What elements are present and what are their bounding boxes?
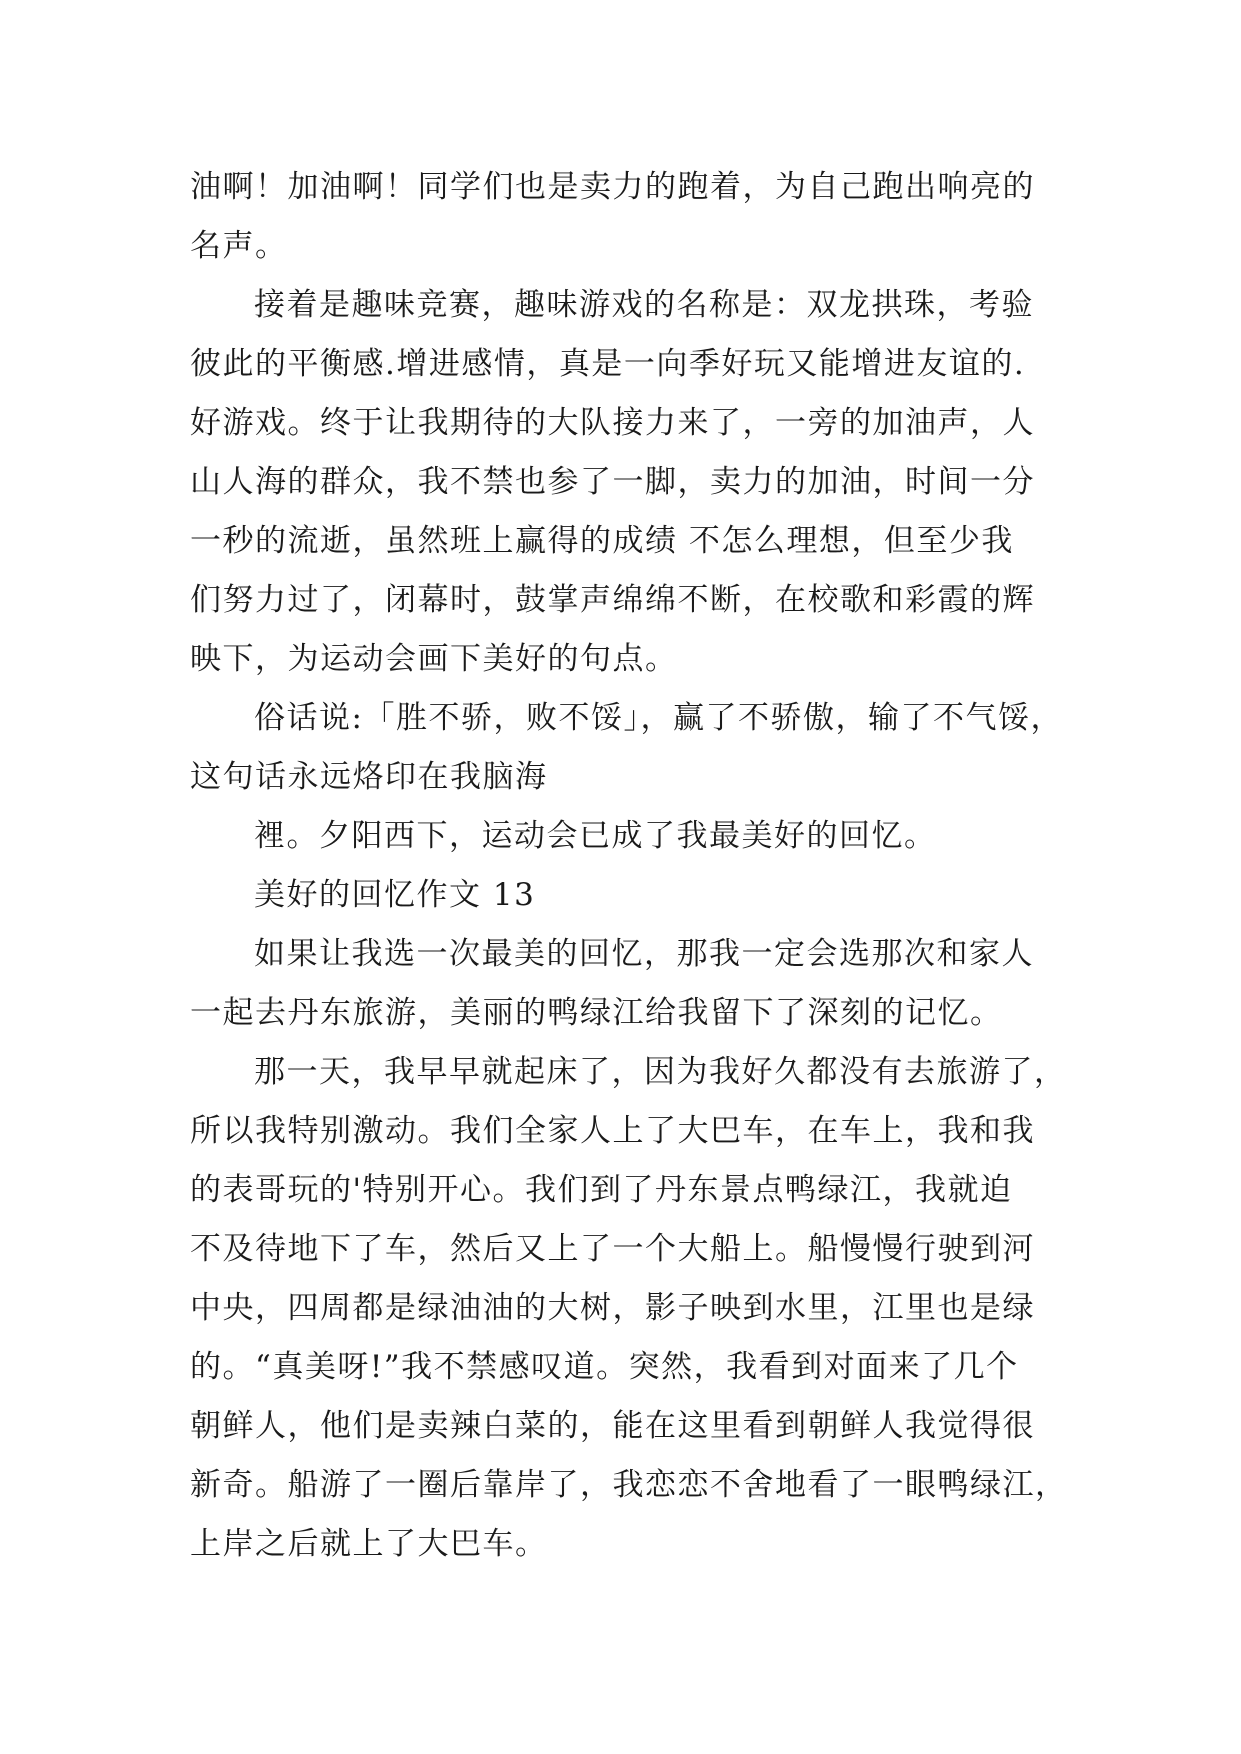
text-line: 上岸之后就上了大巴车。	[190, 1526, 548, 1562]
text-line: 彼此的平衡感.增进感情，真是一向季好玩又能增进友谊的.	[190, 346, 1026, 382]
text-line: 山人海的群众，我不禁也参了一脚，卖力的加油，时间一分	[190, 464, 1035, 500]
text-line: 好游戏。终于让我期待的大队接力来了，一旁的加油声，人	[190, 405, 1035, 441]
paragraph-start-line: 如果让我选一次最美的回忆，那我一定会选那次和家人	[254, 936, 1034, 972]
text-line: 所以我特别激动。我们全家人上了大巴车，在车上，我和我	[190, 1113, 1035, 1149]
text-line: 的表哥玩的'特别开心。我们到了丹东景点鸭绿江，我就迫	[190, 1172, 1013, 1208]
text-line: 新奇。船游了一圈后靠岸了，我恋恋不舍地看了一眼鸭绿江，	[190, 1467, 1068, 1503]
text-line: 的。“真美呀!”我不禁感叹道。突然，我看到对面来了几个	[190, 1349, 1019, 1385]
text-line: 中央，四周都是绿油油的大树，影子映到水里，江里也是绿	[190, 1290, 1035, 1326]
text-line: 不及待地下了车，然后又上了一个大船上。船慢慢行驶到河	[190, 1231, 1035, 1267]
essay-body	[190, 158, 1070, 1574]
text-line: 一起去丹东旅游，美丽的鸭绿江给我留下了深刻的记忆。	[190, 995, 1003, 1031]
text-line: 映下，为运动会画下美好的句点。	[190, 641, 678, 677]
paragraph-start-line: 裡。夕阳西下，运动会已成了我最美好的回忆。	[254, 818, 937, 854]
text-line: 这句话永远烙印在我脑海	[190, 759, 548, 795]
text-line: 朝鲜人，他们是卖辣白菜的，能在这里看到朝鲜人我觉得很	[190, 1408, 1035, 1444]
paragraph-start-line: 俗话说:「胜不骄，败不馁」，赢了不骄傲，输了不气馁，	[254, 700, 1063, 736]
text-line: 一秒的流逝，虽然班上赢得的成绩 不怎么理想，但至少我	[190, 523, 1014, 559]
text-line: 们努力过了，闭幕时，鼓掌声绵绵不断，在校歌和彩霞的辉	[190, 582, 1035, 618]
text-line: 油啊！加油啊！同学们也是卖力的跑着，为自己跑出响亮的	[190, 169, 1035, 205]
paragraph-start-line: 那一天，我早早就起床了，因为我好久都没有去旅游了，	[254, 1054, 1067, 1090]
paragraph-start-line: 接着是趣味竞赛，趣味游戏的名称是：双龙拱珠，考验	[254, 287, 1034, 323]
text-line: 名声。	[190, 228, 288, 264]
section-title: 美好的回忆作文 13	[254, 877, 536, 913]
